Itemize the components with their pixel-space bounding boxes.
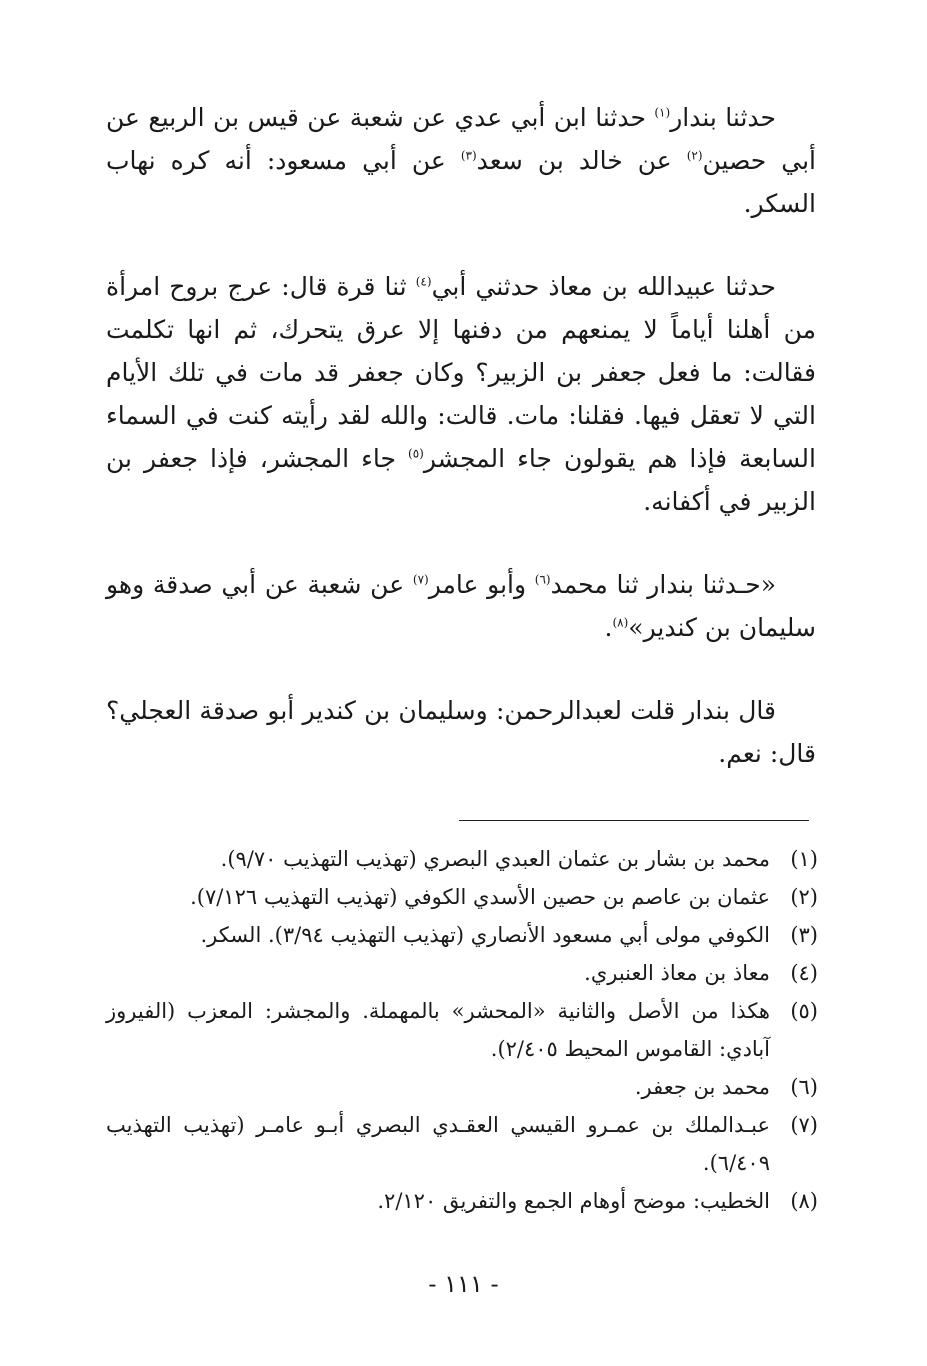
footnote-number: (١) [790,847,818,871]
footnote-text: الخطيب: موضح أوهام الجمع والتفريق ٢/١٢٠. [377,1189,770,1213]
footnote-ref[interactable]: (٦) [534,572,551,587]
text-segment: عن شعبة عن أبي صدقة وهو سليمان بن كندير» [106,570,816,642]
footnote-text: عبـدالملك بن عمـرو القيسي العقـدي البصري أبـو عامـر (تهذيب التهذيب ٦/٤٠٩). [106,1113,770,1175]
footnote-ref[interactable]: (١) [654,105,671,120]
footnote-text: الكوفي مولى أبي مسعود الأنصاري (تهذيب التهذيب ٣/٩٤). السكر. [200,923,770,947]
text-segment: «حـدثنا بندار ثنا محمد [550,570,776,599]
footnotes [106,840,818,1220]
footnote-ref[interactable]: (٢) [686,148,703,163]
paragraph-1 [106,96,816,225]
footnote-text: محمد بن بشار بن عثمان العبدي البصري (تهذيب التهذيب ٩/٧٠). [220,847,770,871]
footnote-number: (٨) [790,1189,818,1213]
footnote-1 [106,840,818,878]
footnote-ref[interactable]: (٣) [460,148,477,163]
footnote-5 [106,992,818,1068]
text-segment: عن أبي مسعود: أنه كره نهاب السكر. [106,146,816,218]
text-segment: حدثنا عبيدالله بن معاذ حدثني أبي [431,272,776,301]
footnote-7 [106,1106,818,1182]
footnote-ref[interactable]: (٧) [412,572,429,587]
text-segment: قال بندار قلت لعبدالرحمن: وسليمان بن كندير أبو صدقة العجلي؟ قال: نعم. [106,696,816,768]
footnote-8 [106,1182,818,1220]
footnote-text: هكذا من الأصل والثانية «المحشر» بالمهملة. والمجشر: المعزب (الفيروز آبادي: القاموس المحيط ٢/٤٠٥). [106,999,770,1061]
footnote-number: (٣) [790,923,818,947]
text-segment: حدثنا ابن أبي عدي عن شعبة عن قيس بن الربيع عن أبي حصين [106,103,816,175]
main-text [106,96,816,815]
footnote-text: معاذ بن معاذ العنبري. [584,961,770,985]
footnote-2 [106,878,818,916]
footnote-number: (٧) [790,1113,818,1137]
footnote-6 [106,1068,818,1106]
text-segment: عن خالد بن سعد [476,146,687,175]
text-segment: . [604,613,613,642]
footnote-number: (٥) [790,999,818,1023]
footnote-number: (٦) [790,1075,818,1099]
text-segment: وأبو عامر [428,570,535,599]
paragraph-2 [106,265,816,523]
footnote-number: (٢) [790,885,818,909]
paragraph-3 [106,563,816,649]
footnote-divider [459,820,809,821]
paragraph-4 [106,689,816,775]
footnote-number: (٤) [790,961,818,985]
footnote-text: محمد بن جعفر. [634,1075,770,1099]
page-number: - ١١١ - [428,1270,499,1298]
footnote-text: عثمان بن عاصم بن حصين الأسدي الكوفي (تهذيب التهذيب ٧/١٢٦). [190,885,770,909]
footnote-4 [106,954,818,992]
text-segment: حدثنا بندار [670,103,776,132]
footnote-3 [106,916,818,954]
footnote-ref[interactable]: (٥) [408,446,424,461]
text-segment: جاء المجشر، فإذا جعفر بن الزبير في أكفانه. [106,444,816,516]
footnote-ref[interactable]: (٤) [415,274,432,289]
text-segment: ثنا قرة قال: عرج بروح امرأة من أهلنا أياماً لا يمنعهم من دفنها إلا عرق يتحرك، ثم انها تكلمت فقالت: ما فعل جعفر بن الزبير؟ وكان جعفر قد مات في تلك الأيام التي لا تعقل فيها. فقلنا: مات. قالت: والله لقد رأيته كنت في السماء السابعة فإذا هم يقولون جاء المجشر [106,272,816,473]
footnote-ref[interactable]: (٨) [612,615,629,630]
